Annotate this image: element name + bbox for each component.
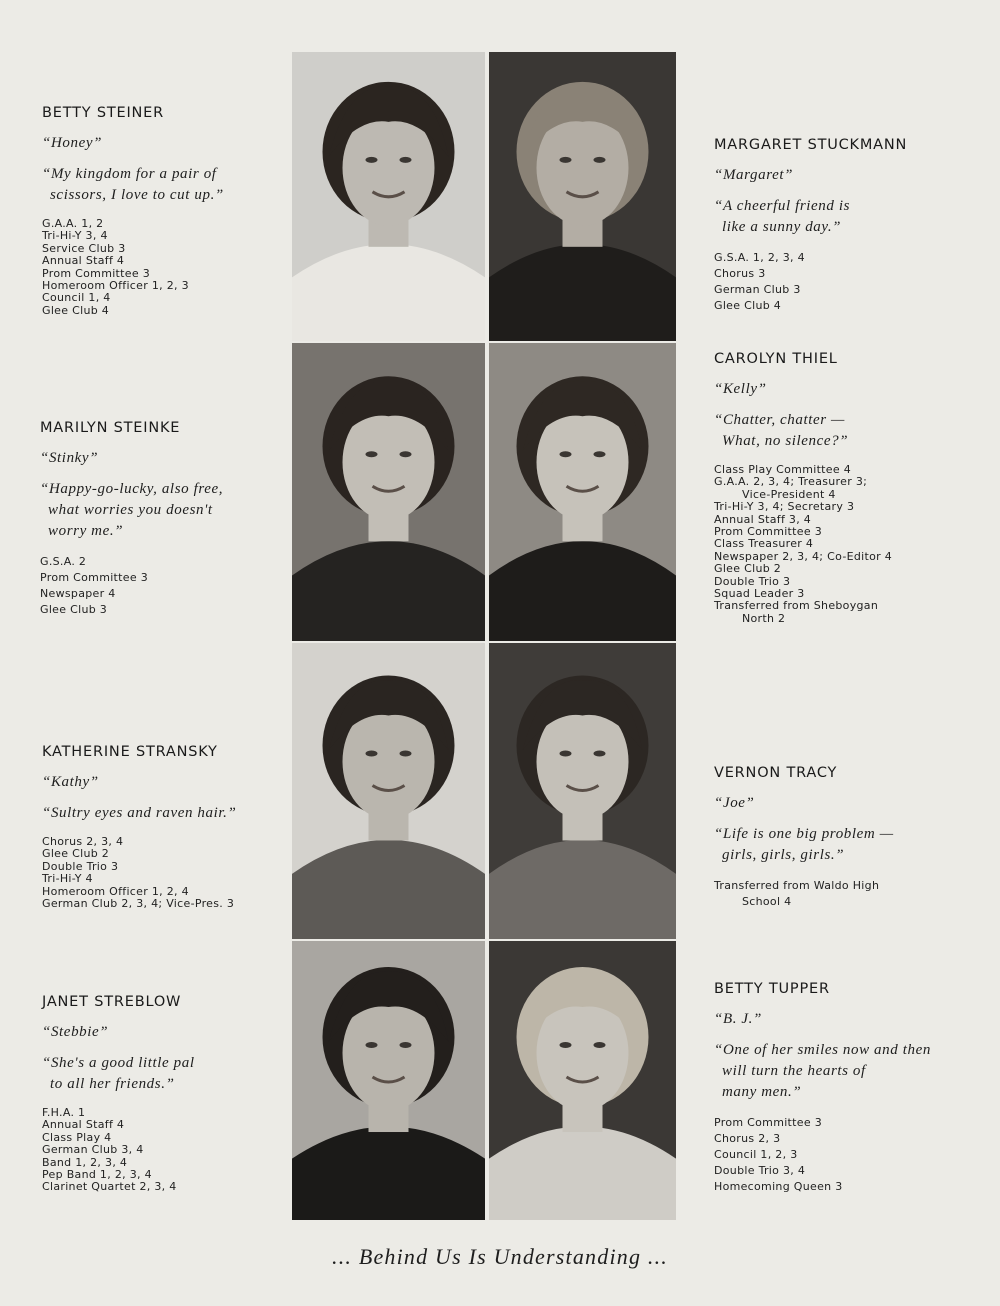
activity-item: German Club 3: [714, 283, 801, 296]
activity-item: Newspaper 2, 3, 4; Co-Editor 4: [714, 549, 893, 563]
student-portrait-photo: [489, 941, 676, 1220]
activity-item: Prom Committee 3: [42, 266, 151, 280]
activity-item: Glee Club 2: [42, 847, 110, 861]
student-nickname: “Stinky”: [40, 450, 99, 466]
quote-line: what worries you doesn't: [48, 502, 213, 518]
student-entry: [714, 137, 964, 314]
student-quote: [42, 1053, 292, 1095]
activity-item: Class Play 4: [42, 1130, 112, 1144]
activity-item: North 2: [742, 611, 786, 625]
quote-line: worry me.”: [48, 523, 124, 539]
student-nickname: “Margaret”: [714, 167, 794, 183]
activity-item: German Club 2, 3, 4; Vice-Pres. 3: [42, 897, 235, 911]
activity-list: [40, 554, 290, 618]
activity-item: Prom Committee 3: [714, 1116, 823, 1129]
student-name: JANET STREBLOW: [42, 994, 182, 1010]
activity-item: Vice-President 4: [742, 487, 836, 501]
quote-line: many men.”: [722, 1084, 802, 1100]
activity-list: [714, 250, 964, 314]
activity-item: Double Trio 3, 4: [714, 1164, 806, 1177]
quote-line: “A cheerful friend is: [714, 198, 851, 214]
activity-item: Service Club 3: [42, 241, 126, 255]
activity-item: Newspaper 4: [40, 587, 116, 600]
activity-item: Prom Committee 3: [714, 525, 823, 539]
activity-item: Annual Staff 3, 4: [714, 512, 812, 526]
student-nickname: “B. J.”: [714, 1011, 762, 1027]
student-quote: [40, 479, 290, 542]
quote-line: “She's a good little pal: [42, 1055, 195, 1071]
quote-line: “One of her smiles now and then: [714, 1042, 931, 1058]
activity-item: Double Trio 3: [42, 859, 119, 873]
student-portrait-photo: [292, 941, 485, 1220]
activity-item: Chorus 2, 3: [714, 1132, 781, 1145]
activity-list: [42, 1107, 292, 1194]
student-name: MARILYN STEINKE: [40, 420, 181, 436]
activity-item: Pep Band 1, 2, 3, 4: [42, 1168, 152, 1182]
quote-line: will turn the hearts of: [722, 1063, 866, 1079]
student-portrait-photo: [489, 643, 676, 939]
activity-item: Annual Staff 4: [42, 254, 125, 268]
activity-item: School 4: [742, 895, 792, 908]
activity-item: Glee Club 4: [714, 299, 782, 312]
student-entry: [42, 744, 292, 910]
student-nickname: “Kathy”: [42, 774, 99, 790]
activity-item: Prom Committee 3: [40, 571, 149, 584]
student-name: VERNON TRACY: [714, 765, 838, 781]
activity-item: Glee Club 2: [714, 562, 782, 576]
activity-item: Tri-Hi-Y 3, 4: [42, 229, 108, 243]
activity-item: Glee Club 4: [42, 303, 110, 317]
student-quote: [714, 410, 964, 452]
activity-item: Homeroom Officer 1, 2, 4: [42, 884, 189, 898]
activity-item: German Club 3, 4: [42, 1143, 144, 1157]
activity-item: Homecoming Queen 3: [714, 1180, 843, 1193]
quote-line: “Happy-go-lucky, also free,: [40, 481, 224, 497]
quote-line: “Life is one big problem —: [714, 826, 894, 842]
student-portrait-photo: [292, 343, 485, 641]
student-name: CAROLYN THIEL: [714, 351, 838, 367]
student-portrait-photo: [292, 52, 485, 341]
activity-item: G.A.A. 2, 3, 4; Treasurer 3;: [714, 475, 868, 489]
student-entry: [714, 351, 964, 625]
student-name: MARGARET STUCKMANN: [714, 137, 908, 153]
student-portrait-photo: [489, 52, 676, 341]
student-entry: [40, 420, 290, 618]
student-entry: [42, 105, 292, 317]
activity-item: G.S.A. 1, 2, 3, 4: [714, 251, 805, 264]
activity-list: [714, 878, 964, 910]
student-entry: [42, 994, 292, 1194]
student-quote: [42, 803, 292, 824]
student-nickname: “Kelly”: [714, 381, 767, 397]
activity-item: Annual Staff 4: [42, 1118, 125, 1132]
student-quote: [42, 164, 292, 206]
student-name: KATHERINE STRANSKY: [42, 744, 218, 760]
student-portrait-photo: [292, 643, 485, 939]
activity-item: Clarinet Quartet 2, 3, 4: [42, 1180, 177, 1194]
activity-item: Transferred from Sheboygan: [714, 599, 879, 613]
activity-list: [714, 464, 964, 625]
portrait-grid: [292, 52, 676, 1220]
quote-line: girls, girls, girls.”: [722, 847, 845, 863]
quote-line: What, no silence?”: [722, 433, 849, 449]
student-quote: [714, 1040, 964, 1103]
student-name: BETTY TUPPER: [714, 981, 830, 997]
activity-item: Double Trio 3: [714, 574, 791, 588]
student-nickname: “Honey”: [42, 135, 103, 151]
activity-item: Glee Club 3: [40, 603, 108, 616]
activity-item: F.H.A. 1: [42, 1106, 86, 1119]
activity-item: Homeroom Officer 1, 2, 3: [42, 279, 189, 293]
activity-item: Squad Leader 3: [714, 587, 805, 601]
student-nickname: “Stebbie”: [42, 1024, 109, 1040]
activity-item: Band 1, 2, 3, 4: [42, 1155, 128, 1169]
activity-list: [42, 218, 292, 317]
student-name: BETTY STEINER: [42, 105, 165, 121]
activity-item: Council 1, 2, 3: [714, 1148, 798, 1161]
activity-list: [714, 1115, 964, 1195]
activity-item: G.A.A. 1, 2: [42, 217, 104, 230]
quote-line: scissors, I love to cut up.”: [50, 187, 224, 203]
student-entry: [714, 981, 964, 1195]
quote-line: “Sultry eyes and raven hair.”: [42, 805, 237, 821]
student-portrait-photo: [489, 343, 676, 641]
activity-item: Transferred from Waldo High: [714, 879, 880, 892]
quote-line: “My kingdom for a pair of: [42, 166, 217, 182]
student-quote: [714, 824, 964, 866]
activity-item: Chorus 3: [714, 267, 766, 280]
page-footer-motto: ... Behind Us Is Understanding ...: [332, 1244, 668, 1269]
activity-list: [42, 836, 292, 910]
student-nickname: “Joe”: [714, 795, 755, 811]
quote-line: like a sunny day.”: [722, 219, 842, 235]
activity-item: Class Play Committee 4: [714, 463, 852, 476]
activity-item: Tri-Hi-Y 4: [42, 872, 93, 886]
activity-item: G.S.A. 2: [40, 555, 87, 568]
activity-item: Chorus 2, 3, 4: [42, 835, 124, 848]
quote-line: “Chatter, chatter —: [714, 412, 845, 428]
activity-item: Class Treasurer 4: [714, 537, 814, 551]
activity-item: Council 1, 4: [42, 291, 111, 305]
student-entry: [714, 765, 964, 910]
quote-line: to all her friends.”: [50, 1076, 175, 1092]
activity-item: Tri-Hi-Y 3, 4; Secretary 3: [714, 500, 855, 514]
student-quote: [714, 196, 964, 238]
